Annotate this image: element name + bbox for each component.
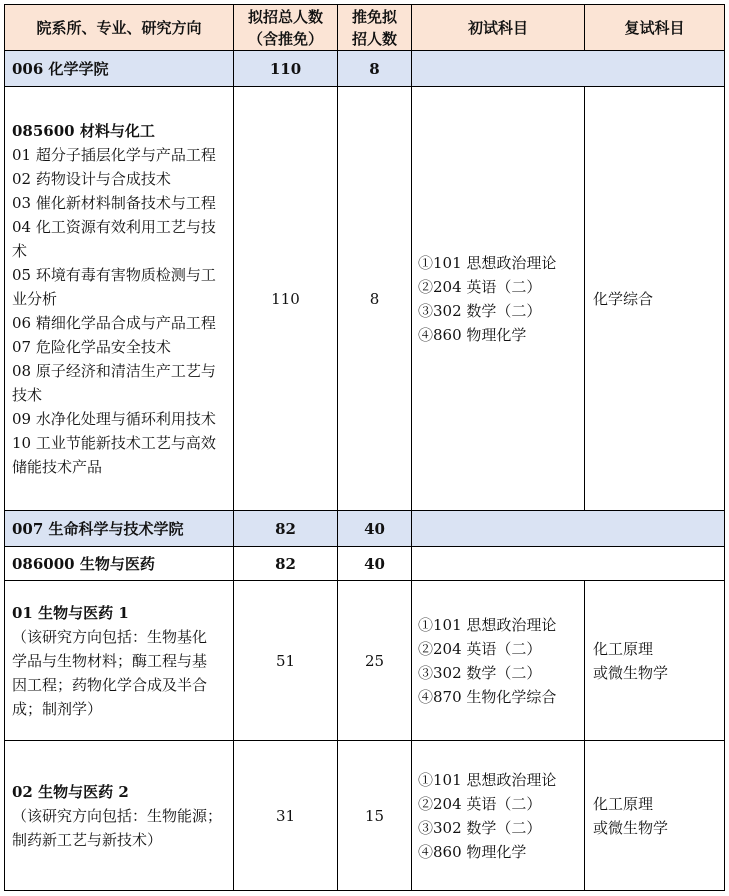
exam-subjects (412, 581, 585, 741)
school-exempt: 40 (338, 511, 412, 547)
school-exempt: 8 (338, 51, 412, 87)
header-exam-subjects: 初试科目 (412, 5, 585, 51)
desc-line: 因工程；药物化学合成及半合 (12, 675, 208, 694)
major-total: 110 (234, 87, 338, 511)
direction-line: 术 (12, 241, 28, 260)
retest-line: 化工原理 (593, 794, 654, 813)
direction-exempt: 15 (338, 741, 412, 891)
major-name: 085600 材料与化工 (12, 121, 155, 140)
header-exempt: 推免拟 招人数 (338, 5, 412, 51)
direction-exempt: 25 (338, 581, 412, 741)
school-row-006 (5, 51, 725, 87)
direction-line: 08 原子经济和清洁生产工艺与 (12, 361, 216, 380)
enrollment-table (4, 4, 725, 891)
subject-line: ④860 物理化学 (418, 842, 527, 861)
direction-line: 02 药物设计与合成技术 (12, 169, 171, 188)
direction-line: 业分析 (12, 289, 58, 308)
desc-line: （该研究方向包括：生物基化 (12, 627, 208, 646)
direction-line: 04 化工资源有效利用工艺与技 (12, 217, 216, 236)
retest-subjects (585, 581, 725, 741)
direction-cell (5, 741, 234, 891)
desc-line: 制药新工艺与新技术） (12, 830, 163, 849)
direction-row-1 (5, 581, 725, 741)
exam-subjects (412, 87, 585, 511)
direction-name: 02 生物与医药 2 (12, 782, 129, 801)
direction-line: 10 工业节能新技术工艺与高效 (12, 433, 216, 452)
direction-total: 31 (234, 741, 338, 891)
desc-line: 成；制剂学） (12, 699, 103, 718)
major-empty (412, 547, 725, 581)
major-exempt: 8 (338, 87, 412, 511)
major-total: 82 (234, 547, 338, 581)
subject-line: ①101 思想政治理论 (418, 770, 557, 789)
school-name: 006 化学学院 (5, 51, 234, 87)
subject-line: ④870 生物化学综合 (418, 687, 557, 706)
school-empty (412, 511, 725, 547)
direction-line: 09 水净化处理与循环利用技术 (12, 409, 216, 428)
direction-line: 技术 (12, 385, 43, 404)
header-total: 拟招总人数 （含推免） (234, 5, 338, 51)
direction-line: 储能技术产品 (12, 457, 103, 476)
school-total: 110 (234, 51, 338, 87)
desc-line: 学品与生物材料；酶工程与基 (12, 651, 208, 670)
header-department: 院系所、专业、研究方向 (5, 5, 234, 51)
subject-line: ②204 英语（二） (418, 277, 542, 296)
subject-line: ①101 思想政治理论 (418, 615, 557, 634)
retest-line: 或微生物学 (593, 818, 669, 837)
subject-line: ②204 英语（二） (418, 794, 542, 813)
direction-line: 03 催化新材料制备技术与工程 (12, 193, 216, 212)
retest-subject: 化学综合 (585, 87, 725, 511)
retest-line: 化工原理 (593, 639, 654, 658)
direction-line: 06 精细化学品合成与产品工程 (12, 313, 216, 332)
subject-line: ③302 数学（二） (418, 663, 542, 682)
direction-cell (5, 581, 234, 741)
retest-subjects (585, 741, 725, 891)
header-row (5, 5, 725, 51)
header-retest-subjects: 复试科目 (585, 5, 725, 51)
direction-line: 01 超分子插层化学与产品工程 (12, 145, 216, 164)
major-exempt: 40 (338, 547, 412, 581)
subject-line: ③302 数学（二） (418, 818, 542, 837)
school-row-007 (5, 511, 725, 547)
subject-line: ③302 数学（二） (418, 301, 542, 320)
major-row-086000 (5, 547, 725, 581)
major-name: 086000 生物与医药 (5, 547, 234, 581)
retest-line: 或微生物学 (593, 663, 669, 682)
subject-line: ④860 物理化学 (418, 325, 527, 344)
direction-list (12, 143, 233, 479)
direction-desc (12, 804, 233, 852)
school-name: 007 生命科学与技术学院 (5, 511, 234, 547)
direction-line: 05 环境有毒有害物质检测与工 (12, 265, 216, 284)
desc-line: （该研究方向包括：生物能源； (12, 806, 223, 825)
school-total: 82 (234, 511, 338, 547)
major-row-085600 (5, 87, 725, 511)
school-empty (412, 51, 725, 87)
direction-name: 01 生物与医药 1 (12, 603, 129, 622)
subject-line: ①101 思想政治理论 (418, 253, 557, 272)
subject-line: ②204 英语（二） (418, 639, 542, 658)
major-cell (5, 87, 234, 511)
exam-subjects (412, 741, 585, 891)
direction-row-2 (5, 741, 725, 891)
direction-line: 07 危险化学品安全技术 (12, 337, 171, 356)
direction-desc (12, 625, 233, 721)
direction-total: 51 (234, 581, 338, 741)
